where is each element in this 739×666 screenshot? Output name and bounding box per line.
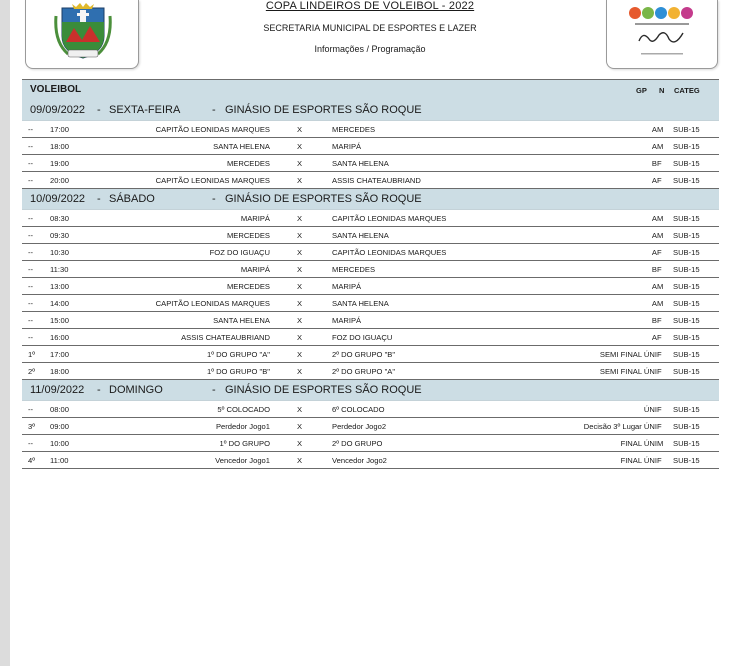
game-category: SUB-15 <box>673 439 700 448</box>
game-category: SUB-15 <box>673 231 700 240</box>
game-group: B <box>651 265 657 274</box>
away-team: 6º COLOCADO <box>332 405 385 414</box>
game-number: -- <box>28 231 34 240</box>
game-number: -- <box>28 439 34 448</box>
day-venue: GINÁSIO DE ESPORTES SÃO ROQUE <box>225 104 422 116</box>
document-title: COPA LINDEIROS DE VOLEIBOL - 2022 <box>265 0 475 12</box>
away-team: ASSIS CHATEAUBRIAND <box>332 176 421 185</box>
table-row <box>22 261 719 278</box>
game-group: A <box>651 231 657 240</box>
game-number: -- <box>28 282 34 291</box>
game-number: -- <box>28 299 34 308</box>
game-group: A <box>651 333 657 342</box>
game-gender: F <box>657 176 662 185</box>
scan-edge <box>0 0 10 666</box>
versus-mark: X <box>297 456 303 465</box>
day-weekday: SEXTA-FEIRA <box>109 104 181 116</box>
versus-mark: X <box>297 316 303 325</box>
game-number: 1º <box>28 350 35 359</box>
day-separator: - <box>212 384 216 396</box>
home-team: 5º COLOCADO <box>217 405 270 414</box>
versus-mark: X <box>297 439 303 448</box>
game-category: SUB-15 <box>673 125 700 134</box>
game-group: B <box>651 316 657 325</box>
game-number: -- <box>28 265 34 274</box>
game-time: 18:00 <box>50 367 70 376</box>
table-row <box>22 363 719 380</box>
day-separator: - <box>97 384 101 396</box>
away-team: CAPITÃO LEONIDAS MARQUES <box>332 248 447 257</box>
game-gender: M <box>657 439 664 448</box>
table-row <box>22 278 719 295</box>
versus-mark: X <box>297 350 303 359</box>
game-category: SUB-15 <box>673 456 700 465</box>
table-header <box>22 79 719 100</box>
game-group: A <box>651 282 657 291</box>
versus-mark: X <box>297 125 303 134</box>
table-row <box>22 172 719 189</box>
game-number: -- <box>28 405 34 414</box>
game-category: SUB-15 <box>673 142 700 151</box>
game-gender: F <box>657 405 662 414</box>
game-gender: M <box>657 142 664 151</box>
table-row <box>22 295 719 312</box>
municipal-seal-icon <box>54 2 112 60</box>
game-category: SUB-15 <box>673 422 700 431</box>
table-row <box>22 329 719 346</box>
game-number: -- <box>28 142 34 151</box>
home-team: 1º DO GRUPO <box>219 439 270 448</box>
game-group: ÚNI <box>643 405 657 414</box>
day-header <box>22 100 719 121</box>
away-team: FOZ DO IGUAÇU <box>332 333 393 342</box>
away-team: MARIPÁ <box>332 142 362 151</box>
versus-mark: X <box>297 176 303 185</box>
game-time: 09:30 <box>50 231 70 240</box>
home-team: MERCEDES <box>226 159 270 168</box>
column-categ: CATEG <box>674 86 700 95</box>
day-date: 10/09/2022 <box>30 193 86 205</box>
versus-mark: X <box>297 214 303 223</box>
versus-mark: X <box>297 367 303 376</box>
away-team: Vencedor Jogo2 <box>332 456 387 465</box>
day-weekday: SÁBADO <box>109 193 155 205</box>
day-header <box>22 189 719 210</box>
day-header <box>22 380 719 401</box>
game-category: SUB-15 <box>673 248 700 257</box>
schedule-days <box>22 100 719 469</box>
game-group: A <box>651 142 657 151</box>
column-gp: GP <box>636 86 647 95</box>
home-team: 1º DO GRUPO "A" <box>206 350 270 359</box>
game-group: A <box>651 125 657 134</box>
versus-mark: X <box>297 265 303 274</box>
game-gender: F <box>657 422 662 431</box>
home-team: ASSIS CHATEAUBRIAND <box>181 333 270 342</box>
game-category: SUB-15 <box>673 159 700 168</box>
versus-mark: X <box>297 142 303 151</box>
game-time: 16:00 <box>50 333 70 342</box>
day-date: 11/09/2022 <box>30 384 85 396</box>
game-time: 09:00 <box>50 422 70 431</box>
game-gender: F <box>657 159 662 168</box>
home-team: FOZ DO IGUAÇU <box>209 248 270 257</box>
game-number: -- <box>28 159 34 168</box>
home-team: SANTA HELENA <box>213 316 270 325</box>
away-team: MARIPÁ <box>332 316 362 325</box>
home-team: MARIPÁ <box>240 214 270 223</box>
home-team: SANTA HELENA <box>213 142 270 151</box>
game-gender: M <box>657 282 664 291</box>
game-time: 20:00 <box>50 176 70 185</box>
game-group: A <box>651 248 657 257</box>
away-team: SANTA HELENA <box>332 299 389 308</box>
sport-label: VOLEIBOL <box>30 84 82 95</box>
day-venue: GINÁSIO DE ESPORTES SÃO ROQUE <box>225 384 422 396</box>
away-team: 2º DO GRUPO "B" <box>332 350 396 359</box>
game-time: 17:00 <box>50 350 70 359</box>
game-time: 15:00 <box>50 316 70 325</box>
game-group: A <box>651 299 657 308</box>
home-team: CAPITÃO LEONIDAS MARQUES <box>155 125 270 134</box>
game-gender: F <box>657 248 662 257</box>
game-number: -- <box>28 125 34 134</box>
day-date: 09/09/2022 <box>30 104 86 116</box>
versus-mark: X <box>297 248 303 257</box>
game-group: SEMI FINAL ÚNI <box>599 367 657 376</box>
away-team: MARIPÁ <box>332 282 362 291</box>
home-team: MERCEDES <box>226 231 270 240</box>
table-row <box>22 121 719 138</box>
away-team: 2º DO GRUPO "A" <box>332 367 396 376</box>
day-weekday: DOMINGO <box>109 384 163 396</box>
game-group: A <box>651 176 657 185</box>
game-group: Decisão 3º Lugar ÚNI <box>583 422 657 431</box>
table-row <box>22 418 719 435</box>
home-team: 1º DO GRUPO "B" <box>206 367 270 376</box>
table-row <box>22 227 719 244</box>
day-separator: - <box>212 104 216 116</box>
home-team: MERCEDES <box>226 282 270 291</box>
table-row <box>22 155 719 172</box>
versus-mark: X <box>297 405 303 414</box>
table-row <box>22 312 719 329</box>
versus-mark: X <box>297 159 303 168</box>
game-time: 17:00 <box>50 125 70 134</box>
game-gender: M <box>657 125 664 134</box>
game-time: 08:00 <box>50 405 70 414</box>
game-time: 14:00 <box>50 299 70 308</box>
game-category: SUB-15 <box>673 367 700 376</box>
home-team: Vencedor Jogo1 <box>215 456 270 465</box>
home-team: CAPITÃO LEONIDAS MARQUES <box>155 299 270 308</box>
versus-mark: X <box>297 422 303 431</box>
sports-secretariat-logo-icon <box>621 3 703 63</box>
column-n: N <box>659 86 665 95</box>
game-number: -- <box>28 214 34 223</box>
away-team: Perdedor Jogo2 <box>332 422 387 431</box>
versus-mark: X <box>297 333 303 342</box>
game-gender: M <box>657 214 664 223</box>
game-number: 4º <box>28 456 35 465</box>
table-row <box>22 401 719 418</box>
game-number: -- <box>28 333 34 342</box>
day-venue: GINÁSIO DE ESPORTES SÃO ROQUE <box>225 193 422 205</box>
home-team: MARIPÁ <box>240 265 270 274</box>
day-separator: - <box>97 193 101 205</box>
document-subtitle: SECRETARIA MUNICIPAL DE ESPORTES E LAZER <box>263 23 477 33</box>
table-row <box>22 452 719 469</box>
game-category: SUB-15 <box>673 405 700 414</box>
away-team: SANTA HELENA <box>332 159 389 168</box>
away-team: MERCEDES <box>332 125 376 134</box>
game-group: B <box>651 159 657 168</box>
away-team: MERCEDES <box>332 265 376 274</box>
home-team: CAPITÃO LEONIDAS MARQUES <box>155 176 270 185</box>
game-gender: M <box>657 231 664 240</box>
away-team: 2º DO GRUPO <box>332 439 383 448</box>
game-time: 10:30 <box>50 248 70 257</box>
day-separator: - <box>212 193 216 205</box>
game-category: SUB-15 <box>673 214 700 223</box>
table-row <box>22 138 719 155</box>
away-team: SANTA HELENA <box>332 231 389 240</box>
schedule-table <box>22 79 719 469</box>
versus-mark: X <box>297 282 303 291</box>
game-gender: M <box>657 299 664 308</box>
game-time: 11:00 <box>50 456 69 465</box>
game-time: 10:00 <box>50 439 70 448</box>
game-gender: F <box>657 350 662 359</box>
game-number: -- <box>28 248 34 257</box>
game-category: SUB-15 <box>673 282 700 291</box>
game-time: 11:30 <box>50 265 69 274</box>
game-group: FINAL ÚNI <box>620 439 657 448</box>
game-group: FINAL ÚNI <box>620 456 657 465</box>
game-gender: F <box>657 265 662 274</box>
game-gender: F <box>657 456 662 465</box>
away-team: CAPITÃO LEONIDAS MARQUES <box>332 214 447 223</box>
game-group: SEMI FINAL ÚNI <box>599 350 657 359</box>
game-category: SUB-15 <box>673 350 700 359</box>
game-time: 13:00 <box>50 282 70 291</box>
game-category: SUB-15 <box>673 316 700 325</box>
game-time: 18:00 <box>50 142 70 151</box>
day-separator: - <box>97 104 101 116</box>
game-number: 3º <box>28 422 35 431</box>
game-number: -- <box>28 316 34 325</box>
table-row <box>22 435 719 452</box>
game-time: 19:00 <box>50 159 70 168</box>
game-group: A <box>651 214 657 223</box>
game-gender: F <box>657 316 662 325</box>
table-row <box>22 244 719 261</box>
game-gender: F <box>657 367 662 376</box>
game-number: 2º <box>28 367 35 376</box>
versus-mark: X <box>297 231 303 240</box>
game-category: SUB-15 <box>673 265 700 274</box>
game-category: SUB-15 <box>673 176 700 185</box>
table-row <box>22 210 719 227</box>
document-info: Informações / Programação <box>314 44 426 54</box>
game-category: SUB-15 <box>673 299 700 308</box>
home-team: Perdedor Jogo1 <box>215 422 270 431</box>
sports-secretariat-logo-frame <box>606 0 718 69</box>
game-number: -- <box>28 176 34 185</box>
versus-mark: X <box>297 299 303 308</box>
municipal-seal-frame <box>25 0 139 69</box>
table-row <box>22 346 719 363</box>
game-gender: F <box>657 333 662 342</box>
game-time: 08:30 <box>50 214 70 223</box>
game-category: SUB-15 <box>673 333 700 342</box>
